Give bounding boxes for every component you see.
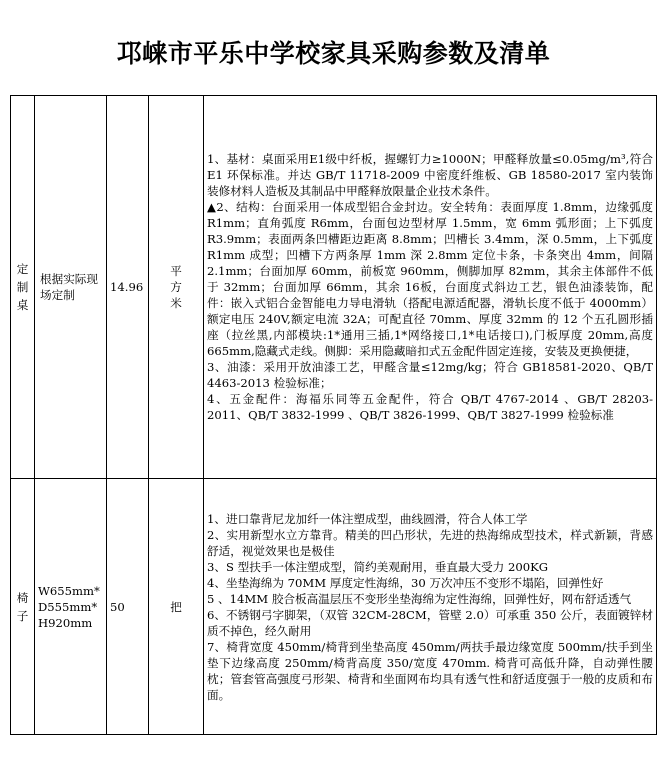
page-title: 邛崃市平乐中学校家具采购参数及清单 — [116, 39, 551, 68]
table-row — [11, 479, 657, 735]
description-paragraph: 1、基材：桌面采用E1级中纤板，握螺钉力≥1000N；甲醛释放量≤0.05mg/m³,符合 E1 环保标准。并达 GB/T 11718-2009 中密度纤维板、GB 18580-2017 室内装饰装修材料人造板及其制品中甲醛释放限量企业技术条件。 — [207, 152, 653, 198]
item-spec: W655mm*D555mm*H920mm — [38, 583, 100, 630]
description-paragraph: ▲2、结构：台面采用一体成型铝合金封边。安全转角：表面厚度 1.8mm，边缘弧度 R1mm；直角弧度 R6mm，台面包边型材厚 1.5mm，宽 6mm 弧形面；上下弧度 R3.9mm；表面两条凹槽距边距离 8.8mm；凹槽长 3.4mm，深 0.5mm，上下弧度 R1mm 成型；凹槽下方两条厚 1mm 深 2.8mm 定位卡条，卡条突出 4mm，间隔 2.1mm；台面加厚 60mm，前板宽 960mm，侧脚加厚 82mm，其余主体部件不低于 32mm；台面加厚 66mm，其余 16板，台面度式斜边工艺，银色油漆装饰，配件：嵌入式铝合金智能电力导电滑轨（搭配电源适配器，滑轨长度不低于 4000mm）额定电压 240V,额定电流 32A；可配直径 70mm、厚度 32mm 的 12 个五孔圆形插座（拉丝黑,内部模块:1*通用三插,1*网络接口,1*电话接口),门板厚度 20mm,高度 665mm,隐藏式走线。侧脚：采用隐藏暗扣式五金配件固定连接，安装及更换便捷， — [207, 200, 653, 358]
item-quantity: 50 — [110, 599, 125, 614]
item-name-cell — [11, 479, 35, 735]
description-paragraph: 3、油漆：采用开放油漆工艺，甲醛含量≤12mg/kg；符合 GB18581-2020、QB/T 4463-2013 检验标准； — [207, 360, 653, 390]
item-name: 椅子 — [16, 590, 29, 623]
item-unit-line2: 米 — [170, 296, 182, 310]
description-paragraph: 6、不锈钢弓字脚架，（双管 32CM-28CM，管壁 2.0）可承重 350 公斤，表面镀锌材质不掉色，经久耐用 — [207, 607, 653, 638]
item-spec: 根据实际现场定制 — [40, 272, 98, 302]
item-description-cell — [204, 96, 657, 479]
item-unit-cell — [149, 96, 204, 479]
item-spec-cell — [35, 479, 107, 735]
item-quantity: 14.96 — [110, 280, 144, 294]
item-name-cell — [11, 96, 35, 479]
item-spec-cell — [35, 96, 107, 479]
description-paragraph: 4、坐垫海绵为 70MM 厚度定性海绵，30 万次冲压不变形不塌陷，回弹性好 — [207, 575, 604, 590]
item-name: 定制桌 — [16, 262, 29, 312]
item-unit: 把 — [170, 599, 182, 614]
table-row — [11, 96, 657, 479]
procurement-table — [10, 95, 657, 735]
item-quantity-cell — [107, 96, 149, 479]
description-paragraph: 7、椅背宽度 450mm/椅背到坐垫高度 450mm/两扶手最边缘宽度 500mm/扶手到坐垫下边缘高度 250mm/椅背高度 350/宽度 470mm. 椅背可高低升降，自动弹性腰枕；管套管高强度弓形架、椅背和坐面网布均具有透气性和舒适度强于一般的皮质和布面。 — [207, 639, 653, 702]
item-quantity-cell — [107, 479, 149, 735]
item-description-cell — [204, 479, 657, 735]
description-paragraph: 5 、14MM 胶合板高温层压不变形坐垫海绵为定性海绵，回弹性好，网布舒适透气 — [207, 591, 632, 606]
item-unit — [152, 263, 200, 311]
description-paragraph: 1、进口靠背尼龙加纤一体注塑成型，曲线圆滑，符合人体工学 — [207, 511, 528, 526]
item-unit-line1: 平 方 — [170, 264, 198, 294]
description-paragraph: 4、五金配件：海福乐同等五金配件，符合 QB/T 4767-2014 、GB/T 28203-2011、QB/T 3832-1999 、QB/T 3826-1999、QB/T 3827-1999 检验标准 — [207, 392, 653, 422]
description-paragraph: 3、S 型扶手一体注塑成型，简约美观耐用，垂直最大受力 200KG — [207, 559, 548, 574]
item-unit-cell — [149, 479, 204, 735]
description-paragraph: 2、实用新型水立方靠背。精美的凹凸形状，先进的热海绵成型技术，样式新颖，背感舒适，视觉效果也是极佳 — [207, 527, 653, 558]
